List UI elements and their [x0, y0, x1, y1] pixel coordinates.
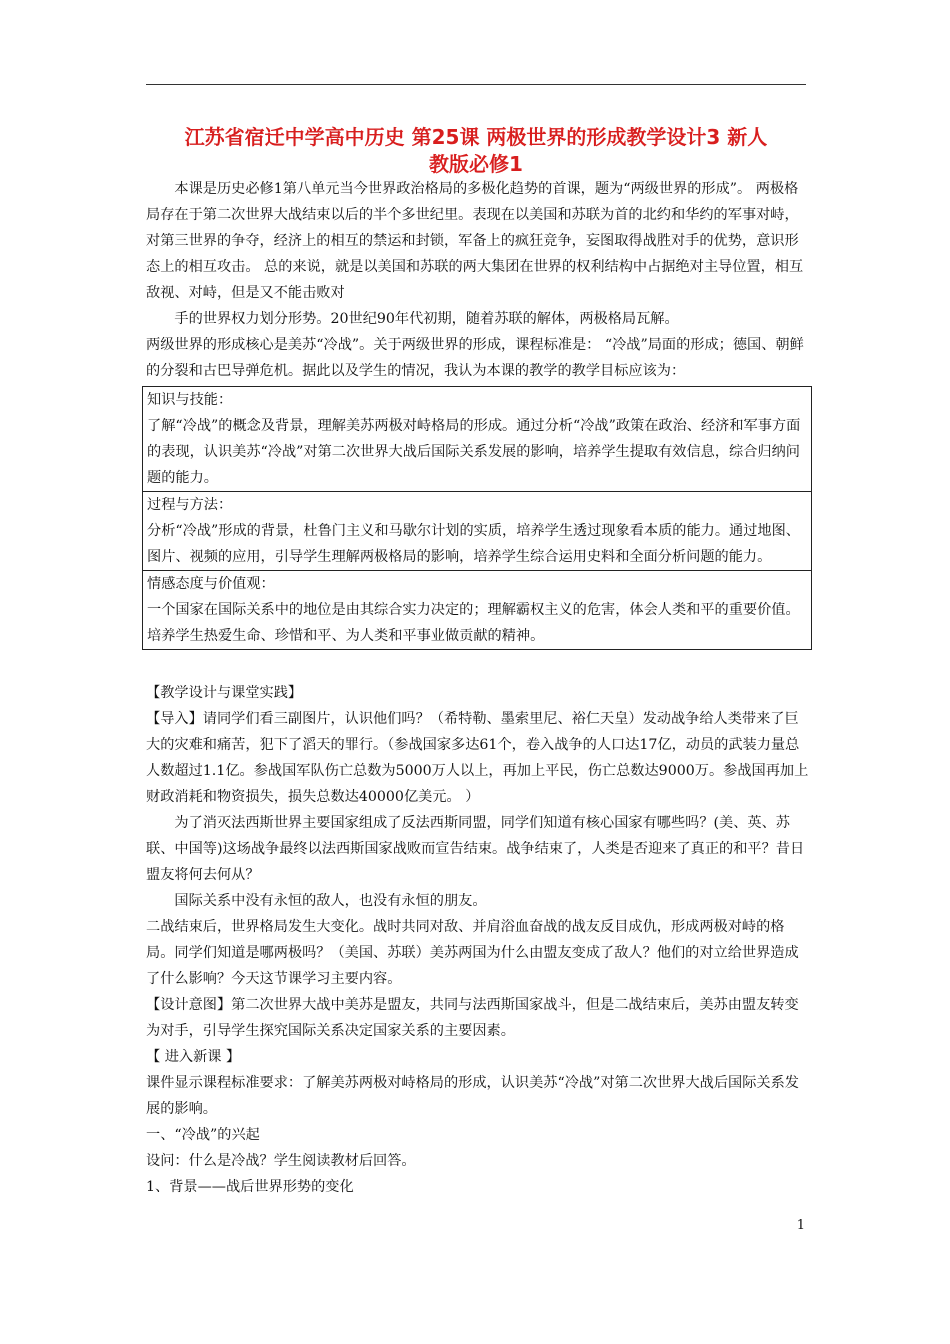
relations-paragraph: 国际关系中没有永恒的敌人，也没有永恒的朋友。	[174, 893, 487, 909]
courseware-paragraph: 课件显示课程标准要求：了解美苏两极对峙格局的形成，认识美苏“冷战”对第二次世界大战后国际关系发展的影响。	[146, 1075, 799, 1117]
title-line-1: 江苏省宿迁中学高中历史 第25课 两极世界的形成教学设计3 新人	[184, 125, 768, 149]
design-heading: 【教学设计与课堂实践】	[146, 685, 303, 701]
document-title	[136, 124, 816, 178]
antifascist-paragraph: 为了消灭法西斯世界主要国家组成了反法西斯同盟，同学们知道有核心国家有哪些吗？(美、英、苏联、中国等)这场战争最终以法西斯国家战败而宣告结束。战争结束了，人类是否迎来了真正的和平？昔日盟友将何去何从？	[146, 815, 805, 883]
intro-paragraph: 本课是历史必修1第八单元当今世界政治格局的多极化趋势的首课，题为“两级世界的形成”。 两极格局存在于第二次世界大战结束以后的半个多世纪里。表现在以美国和苏联为首的北约和华约的军事对峙，对第三世界的争夺，经济上的相互的禁运和封锁，军备上的疯狂竞争，妄图取得战胜对手的优势，意识形态上的相互攻击。 总的来说，就是以美国和苏联的两大集团在世界的权利结构中占据绝对主导位置，相互敌视、对峙，但是又不能击败对	[146, 181, 804, 301]
goal-label-knowledge: 知识与技能：	[147, 392, 233, 408]
goals-table	[142, 386, 812, 650]
goal-text-values: 一个国家在国际关系中的地位是由其综合实力决定的；理解霸权主义的危害，体会人类和平的重要价值。培养学生热爱生命、珍惜和平、为人类和平事业做贡献的精神。	[147, 602, 800, 644]
question-paragraph: 设问：什么是冷战？学生阅读教材后回答。	[146, 1153, 416, 1169]
goal-text-process: 分析“冷战”形成的背景，杜鲁门主义和马歇尔计划的实质，培养学生透过现象看本质的能力。通过地图、图片、视频的应用，引导学生理解两极格局的影响，培养学生综合运用史料和全面分析问题的能力。	[147, 523, 800, 565]
goal-label-process: 过程与方法：	[147, 497, 233, 513]
title-line-2: 教版必修1	[429, 152, 523, 176]
intro-paragraph-end: 手的世界权力划分形势。20世纪90年代初期，随着苏联的解体，两极格局瓦解。	[174, 311, 679, 327]
postwar-paragraph: 二战结束后，世界格局发生大变化。战时共同对敌、并肩浴血奋战的战友反目成仇，形成两极对峙的格局。同学们知道是哪两极吗？（美国、苏联）美苏两国为什么由盟友变成了敌人？他们的对立给世界造成了什么影响？今天这节课学习主要内容。	[146, 919, 799, 987]
goal-row	[143, 387, 812, 492]
goal-text-knowledge: 了解“冷战”的概念及背景，理解美苏两极对峙格局的形成。通过分析“冷战”政策在政治、经济和军事方面的表现，认识美苏“冷战”对第二次世界大战后国际关系发展的影响，培养学生提取有效信息，综合归纳问题的能力。	[147, 418, 801, 486]
goal-row	[143, 571, 812, 650]
standard-paragraph: 两级世界的形成核心是美苏“冷战”。关于两级世界的形成，课程标准是： “冷战”局面的形成；德国、朝鲜的分裂和古巴导弹危机。据此以及学生的情况，我认为本课的教学的教学目标应该为：	[146, 337, 804, 379]
goal-label-values: 情感态度与价值观：	[147, 576, 275, 592]
goal-row	[143, 492, 812, 571]
intro-lead-paragraph: 【导入】请同学们看三副图片，认识他们吗？（希特勒、墨索里尼、裕仁天皇）发动战争给人类带来了巨大的灾难和痛苦，犯下了滔天的罪行。（参战国家多达61个，卷入战争的人口达17亿，动员的武装力量总人数超过1.1亿。参战国军队伤亡总数为5000万人以上，再加上平民，伤亡总数达9000万。参战国再加上财政消耗和物资损失，损失总数达40000亿美元。 ）	[146, 711, 809, 805]
header-rule	[146, 84, 806, 85]
page-number: 1	[796, 1218, 805, 1233]
background-heading: 1、背景——战后世界形势的变化	[146, 1179, 354, 1195]
new-lesson-heading: 【 进入新课 】	[146, 1049, 241, 1065]
section-heading-1: 一、“冷战”的兴起	[146, 1127, 260, 1143]
document-body	[146, 176, 812, 1200]
design-intent-paragraph: 【设计意图】第二次世界大战中美苏是盟友，共同与法西斯国家战斗，但是二战结束后，美苏由盟友转变为对手，引导学生探究国际关系决定国家关系的主要因素。	[146, 997, 799, 1039]
